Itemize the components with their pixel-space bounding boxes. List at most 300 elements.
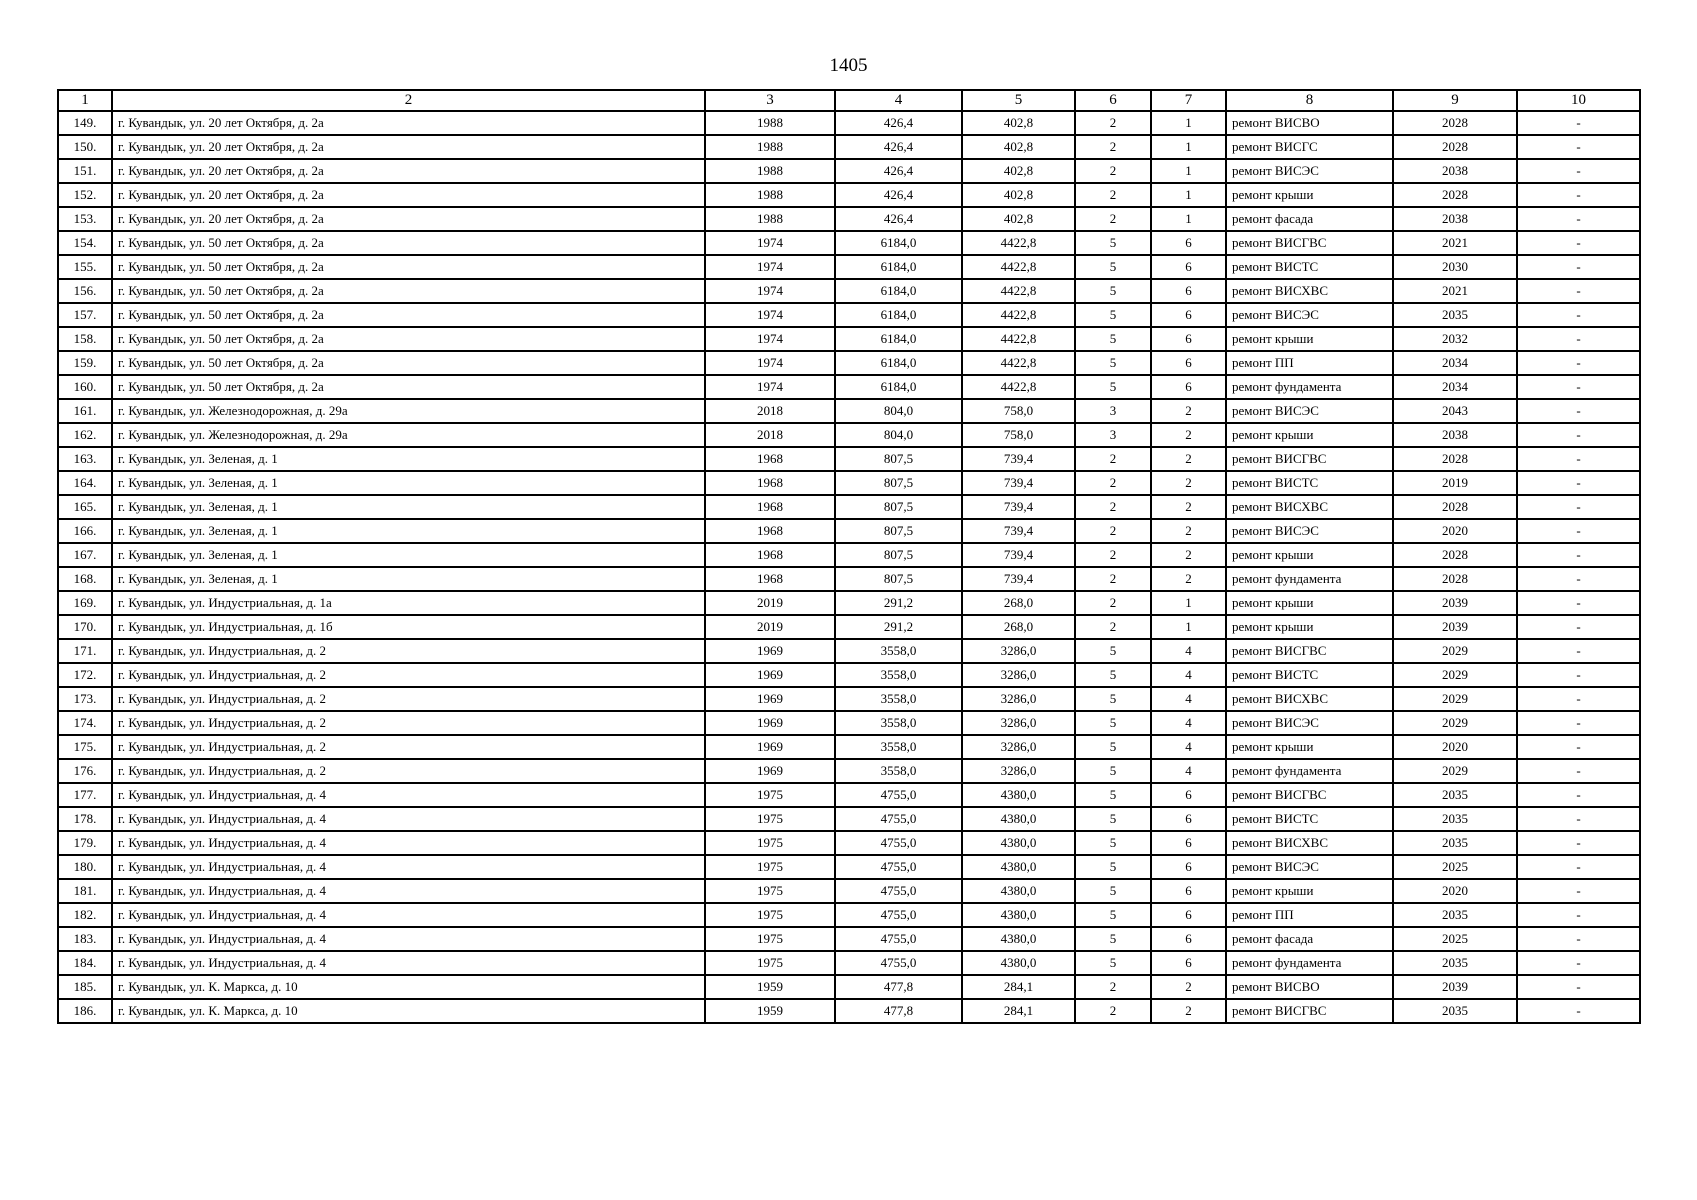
cell-address: г. Кувандык, ул. Индустриальная, д. 2 <box>112 759 705 783</box>
cell-work-type: ремонт крыши <box>1226 735 1393 759</box>
cell-work-type: ремонт ВИСГВС <box>1226 447 1393 471</box>
cell-address: г. Кувандык, ул. К. Маркса, д. 10 <box>112 975 705 999</box>
cell-floors: 5 <box>1075 303 1151 327</box>
table-row <box>58 423 1640 447</box>
cell-note: - <box>1517 831 1640 855</box>
cell-total-area: 807,5 <box>835 495 962 519</box>
cell-floors: 2 <box>1075 615 1151 639</box>
table-row <box>58 303 1640 327</box>
table-row <box>58 399 1640 423</box>
cell-entrances: 6 <box>1151 855 1226 879</box>
cell-row-number: 175. <box>58 735 112 759</box>
cell-row-number: 179. <box>58 831 112 855</box>
cell-build-year: 1975 <box>705 927 835 951</box>
cell-address: г. Кувандык, ул. 50 лет Октября, д. 2а <box>112 231 705 255</box>
cell-build-year: 1974 <box>705 255 835 279</box>
cell-row-number: 164. <box>58 471 112 495</box>
cell-entrances: 6 <box>1151 375 1226 399</box>
cell-build-year: 1975 <box>705 903 835 927</box>
cell-entrances: 6 <box>1151 783 1226 807</box>
cell-row-number: 152. <box>58 183 112 207</box>
cell-address: г. Кувандык, ул. 50 лет Октября, д. 2а <box>112 375 705 399</box>
cell-address: г. Кувандык, ул. Индустриальная, д. 2 <box>112 663 705 687</box>
cell-entrances: 4 <box>1151 711 1226 735</box>
cell-living-area: 4422,8 <box>962 351 1075 375</box>
cell-total-area: 477,8 <box>835 975 962 999</box>
cell-note: - <box>1517 759 1640 783</box>
cell-note: - <box>1517 903 1640 927</box>
cell-floors: 3 <box>1075 399 1151 423</box>
cell-address: г. Кувандык, ул. 50 лет Октября, д. 2а <box>112 351 705 375</box>
cell-total-area: 4755,0 <box>835 807 962 831</box>
cell-row-number: 167. <box>58 543 112 567</box>
cell-floors: 2 <box>1075 543 1151 567</box>
cell-row-number: 155. <box>58 255 112 279</box>
cell-work-type: ремонт ВИСЭС <box>1226 159 1393 183</box>
cell-note: - <box>1517 183 1640 207</box>
column-header-col-number: 1 <box>58 90 112 111</box>
cell-living-area: 284,1 <box>962 975 1075 999</box>
cell-living-area: 4380,0 <box>962 783 1075 807</box>
cell-living-area: 739,4 <box>962 447 1075 471</box>
cell-work-type: ремонт ВИСЭС <box>1226 519 1393 543</box>
cell-planned-year: 2020 <box>1393 879 1517 903</box>
cell-address: г. Кувандык, ул. Индустриальная, д. 4 <box>112 879 705 903</box>
cell-total-area: 426,4 <box>835 207 962 231</box>
cell-note: - <box>1517 327 1640 351</box>
cell-planned-year: 2039 <box>1393 615 1517 639</box>
cell-work-type: ремонт ВИСЭС <box>1226 711 1393 735</box>
cell-address: г. Кувандык, ул. 20 лет Октября, д. 2а <box>112 159 705 183</box>
cell-living-area: 4422,8 <box>962 303 1075 327</box>
cell-build-year: 2019 <box>705 591 835 615</box>
cell-planned-year: 2035 <box>1393 999 1517 1023</box>
cell-total-area: 4755,0 <box>835 783 962 807</box>
table-row <box>58 519 1640 543</box>
cell-floors: 2 <box>1075 447 1151 471</box>
cell-build-year: 1988 <box>705 207 835 231</box>
cell-entrances: 6 <box>1151 351 1226 375</box>
cell-planned-year: 2028 <box>1393 567 1517 591</box>
cell-total-area: 4755,0 <box>835 855 962 879</box>
cell-total-area: 6184,0 <box>835 375 962 399</box>
cell-total-area: 4755,0 <box>835 903 962 927</box>
cell-work-type: ремонт крыши <box>1226 615 1393 639</box>
cell-living-area: 4422,8 <box>962 375 1075 399</box>
cell-planned-year: 2038 <box>1393 207 1517 231</box>
cell-note: - <box>1517 207 1640 231</box>
cell-build-year: 1969 <box>705 663 835 687</box>
cell-living-area: 402,8 <box>962 135 1075 159</box>
cell-planned-year: 2034 <box>1393 375 1517 399</box>
cell-entrances: 4 <box>1151 687 1226 711</box>
cell-work-type: ремонт фундамента <box>1226 759 1393 783</box>
cell-address: г. Кувандык, ул. Железнодорожная, д. 29а <box>112 399 705 423</box>
cell-entrances: 1 <box>1151 111 1226 135</box>
cell-work-type: ремонт ВИСГВС <box>1226 639 1393 663</box>
cell-total-area: 807,5 <box>835 543 962 567</box>
cell-build-year: 1988 <box>705 111 835 135</box>
cell-note: - <box>1517 279 1640 303</box>
cell-planned-year: 2028 <box>1393 183 1517 207</box>
cell-floors: 2 <box>1075 495 1151 519</box>
cell-address: г. Кувандык, ул. Зеленая, д. 1 <box>112 447 705 471</box>
table-row <box>58 663 1640 687</box>
cell-row-number: 177. <box>58 783 112 807</box>
cell-entrances: 1 <box>1151 135 1226 159</box>
cell-total-area: 6184,0 <box>835 303 962 327</box>
cell-living-area: 3286,0 <box>962 639 1075 663</box>
cell-build-year: 1988 <box>705 159 835 183</box>
cell-living-area: 739,4 <box>962 567 1075 591</box>
column-header-col-total-area: 4 <box>835 90 962 111</box>
cell-work-type: ремонт фундамента <box>1226 375 1393 399</box>
cell-entrances: 6 <box>1151 327 1226 351</box>
cell-living-area: 4380,0 <box>962 927 1075 951</box>
cell-address: г. Кувандык, ул. К. Маркса, д. 10 <box>112 999 705 1023</box>
cell-total-area: 804,0 <box>835 423 962 447</box>
cell-row-number: 158. <box>58 327 112 351</box>
cell-total-area: 3558,0 <box>835 735 962 759</box>
cell-build-year: 1974 <box>705 327 835 351</box>
cell-work-type: ремонт крыши <box>1226 183 1393 207</box>
cell-entrances: 2 <box>1151 495 1226 519</box>
cell-planned-year: 2020 <box>1393 519 1517 543</box>
table-row <box>58 975 1640 999</box>
cell-build-year: 1968 <box>705 567 835 591</box>
cell-note: - <box>1517 375 1640 399</box>
cell-note: - <box>1517 975 1640 999</box>
cell-build-year: 2018 <box>705 423 835 447</box>
table-row <box>58 951 1640 975</box>
cell-note: - <box>1517 639 1640 663</box>
cell-entrances: 2 <box>1151 519 1226 543</box>
cell-planned-year: 2030 <box>1393 255 1517 279</box>
cell-floors: 5 <box>1075 687 1151 711</box>
table-row <box>58 855 1640 879</box>
cell-row-number: 162. <box>58 423 112 447</box>
cell-total-area: 6184,0 <box>835 351 962 375</box>
cell-address: г. Кувандык, ул. Зеленая, д. 1 <box>112 471 705 495</box>
cell-note: - <box>1517 951 1640 975</box>
cell-work-type: ремонт ВИСЭС <box>1226 303 1393 327</box>
cell-total-area: 6184,0 <box>835 231 962 255</box>
cell-total-area: 804,0 <box>835 399 962 423</box>
cell-floors: 2 <box>1075 159 1151 183</box>
cell-entrances: 2 <box>1151 567 1226 591</box>
cell-work-type: ремонт крыши <box>1226 591 1393 615</box>
column-header-col-year: 3 <box>705 90 835 111</box>
cell-floors: 2 <box>1075 975 1151 999</box>
cell-build-year: 1974 <box>705 351 835 375</box>
cell-planned-year: 2029 <box>1393 639 1517 663</box>
cell-note: - <box>1517 111 1640 135</box>
cell-entrances: 1 <box>1151 159 1226 183</box>
cell-total-area: 426,4 <box>835 111 962 135</box>
cell-living-area: 758,0 <box>962 423 1075 447</box>
cell-entrances: 2 <box>1151 975 1226 999</box>
cell-work-type: ремонт крыши <box>1226 543 1393 567</box>
cell-entrances: 6 <box>1151 807 1226 831</box>
cell-note: - <box>1517 999 1640 1023</box>
cell-row-number: 149. <box>58 111 112 135</box>
cell-living-area: 4422,8 <box>962 231 1075 255</box>
cell-build-year: 1968 <box>705 543 835 567</box>
cell-work-type: ремонт ПП <box>1226 351 1393 375</box>
cell-address: г. Кувандык, ул. 20 лет Октября, д. 2а <box>112 111 705 135</box>
table-row <box>58 447 1640 471</box>
cell-address: г. Кувандык, ул. Зеленая, д. 1 <box>112 519 705 543</box>
cell-row-number: 181. <box>58 879 112 903</box>
cell-work-type: ремонт ВИСХВС <box>1226 687 1393 711</box>
cell-work-type: ремонт ВИСГС <box>1226 135 1393 159</box>
cell-living-area: 402,8 <box>962 183 1075 207</box>
cell-note: - <box>1517 495 1640 519</box>
cell-build-year: 1974 <box>705 303 835 327</box>
cell-total-area: 291,2 <box>835 591 962 615</box>
cell-address: г. Кувандык, ул. 50 лет Октября, д. 2а <box>112 255 705 279</box>
cell-work-type: ремонт ВИСТС <box>1226 255 1393 279</box>
cell-entrances: 1 <box>1151 207 1226 231</box>
cell-floors: 2 <box>1075 567 1151 591</box>
cell-floors: 5 <box>1075 351 1151 375</box>
table-row <box>58 207 1640 231</box>
cell-entrances: 6 <box>1151 879 1226 903</box>
cell-note: - <box>1517 879 1640 903</box>
cell-row-number: 150. <box>58 135 112 159</box>
cell-planned-year: 2035 <box>1393 807 1517 831</box>
cell-note: - <box>1517 447 1640 471</box>
cell-row-number: 173. <box>58 687 112 711</box>
cell-total-area: 6184,0 <box>835 279 962 303</box>
cell-entrances: 4 <box>1151 735 1226 759</box>
cell-living-area: 4380,0 <box>962 855 1075 879</box>
cell-note: - <box>1517 687 1640 711</box>
cell-total-area: 6184,0 <box>835 255 962 279</box>
cell-living-area: 4380,0 <box>962 879 1075 903</box>
cell-note: - <box>1517 255 1640 279</box>
page-number: 1405 <box>829 55 868 76</box>
cell-row-number: 183. <box>58 927 112 951</box>
cell-row-number: 163. <box>58 447 112 471</box>
cell-note: - <box>1517 663 1640 687</box>
cell-floors: 5 <box>1075 879 1151 903</box>
cell-total-area: 4755,0 <box>835 879 962 903</box>
cell-floors: 2 <box>1075 207 1151 231</box>
cell-build-year: 1974 <box>705 279 835 303</box>
table-row <box>58 735 1640 759</box>
cell-row-number: 166. <box>58 519 112 543</box>
cell-note: - <box>1517 231 1640 255</box>
cell-total-area: 4755,0 <box>835 951 962 975</box>
table-row <box>58 591 1640 615</box>
cell-planned-year: 2029 <box>1393 663 1517 687</box>
cell-floors: 2 <box>1075 519 1151 543</box>
cell-floors: 5 <box>1075 807 1151 831</box>
cell-build-year: 1988 <box>705 183 835 207</box>
cell-note: - <box>1517 807 1640 831</box>
table-row <box>58 375 1640 399</box>
cell-address: г. Кувандык, ул. Индустриальная, д. 2 <box>112 735 705 759</box>
cell-note: - <box>1517 711 1640 735</box>
table-row <box>58 927 1640 951</box>
cell-floors: 5 <box>1075 639 1151 663</box>
cell-living-area: 739,4 <box>962 543 1075 567</box>
cell-total-area: 3558,0 <box>835 639 962 663</box>
cell-address: г. Кувандык, ул. 50 лет Октября, д. 2а <box>112 279 705 303</box>
cell-address: г. Кувандык, ул. Индустриальная, д. 4 <box>112 927 705 951</box>
cell-note: - <box>1517 519 1640 543</box>
table-row <box>58 639 1640 663</box>
cell-work-type: ремонт крыши <box>1226 879 1393 903</box>
cell-floors: 5 <box>1075 759 1151 783</box>
table-row <box>58 135 1640 159</box>
cell-entrances: 4 <box>1151 759 1226 783</box>
table-row <box>58 687 1640 711</box>
cell-row-number: 178. <box>58 807 112 831</box>
cell-note: - <box>1517 735 1640 759</box>
cell-build-year: 1975 <box>705 831 835 855</box>
cell-entrances: 2 <box>1151 399 1226 423</box>
cell-build-year: 1969 <box>705 759 835 783</box>
table-row <box>58 711 1640 735</box>
cell-build-year: 1969 <box>705 639 835 663</box>
cell-entrances: 6 <box>1151 831 1226 855</box>
table-row <box>58 327 1640 351</box>
cell-note: - <box>1517 855 1640 879</box>
cell-address: г. Кувандык, ул. Индустриальная, д. 4 <box>112 783 705 807</box>
cell-entrances: 1 <box>1151 591 1226 615</box>
cell-planned-year: 2039 <box>1393 975 1517 999</box>
column-header-col-address: 2 <box>112 90 705 111</box>
cell-entrances: 1 <box>1151 615 1226 639</box>
cell-total-area: 477,8 <box>835 999 962 1023</box>
cell-floors: 2 <box>1075 135 1151 159</box>
cell-row-number: 159. <box>58 351 112 375</box>
cell-address: г. Кувандык, ул. Зеленая, д. 1 <box>112 567 705 591</box>
cell-note: - <box>1517 423 1640 447</box>
cell-living-area: 3286,0 <box>962 663 1075 687</box>
cell-total-area: 426,4 <box>835 135 962 159</box>
table-row <box>58 567 1640 591</box>
cell-address: г. Кувандык, ул. Индустриальная, д. 4 <box>112 951 705 975</box>
table-row <box>58 543 1640 567</box>
cell-entrances: 6 <box>1151 255 1226 279</box>
cell-planned-year: 2025 <box>1393 855 1517 879</box>
cell-work-type: ремонт ВИСГВС <box>1226 999 1393 1023</box>
cell-entrances: 4 <box>1151 663 1226 687</box>
cell-row-number: 151. <box>58 159 112 183</box>
cell-total-area: 4755,0 <box>835 927 962 951</box>
table-row <box>58 471 1640 495</box>
cell-build-year: 1975 <box>705 879 835 903</box>
cell-floors: 5 <box>1075 735 1151 759</box>
cell-build-year: 1968 <box>705 471 835 495</box>
cell-entrances: 4 <box>1151 639 1226 663</box>
cell-build-year: 1974 <box>705 375 835 399</box>
cell-note: - <box>1517 351 1640 375</box>
cell-row-number: 171. <box>58 639 112 663</box>
table-row <box>58 807 1640 831</box>
cell-work-type: ремонт ВИСТС <box>1226 807 1393 831</box>
cell-floors: 5 <box>1075 927 1151 951</box>
cell-work-type: ремонт ВИСВО <box>1226 975 1393 999</box>
cell-work-type: ремонт ВИСТС <box>1226 663 1393 687</box>
column-header-col-floors: 6 <box>1075 90 1151 111</box>
cell-total-area: 3558,0 <box>835 759 962 783</box>
cell-row-number: 184. <box>58 951 112 975</box>
cell-address: г. Кувандык, ул. Индустриальная, д. 4 <box>112 807 705 831</box>
cell-row-number: 154. <box>58 231 112 255</box>
cell-entrances: 6 <box>1151 951 1226 975</box>
cell-living-area: 3286,0 <box>962 711 1075 735</box>
cell-work-type: ремонт ВИСЭС <box>1226 855 1393 879</box>
cell-living-area: 4380,0 <box>962 903 1075 927</box>
cell-entrances: 2 <box>1151 423 1226 447</box>
cell-planned-year: 2028 <box>1393 495 1517 519</box>
cell-row-number: 169. <box>58 591 112 615</box>
cell-floors: 2 <box>1075 591 1151 615</box>
cell-address: г. Кувандык, ул. 50 лет Октября, д. 2а <box>112 303 705 327</box>
cell-planned-year: 2028 <box>1393 111 1517 135</box>
cell-address: г. Кувандык, ул. Индустриальная, д. 1а <box>112 591 705 615</box>
cell-work-type: ремонт ВИСХВС <box>1226 279 1393 303</box>
cell-total-area: 4755,0 <box>835 831 962 855</box>
cell-row-number: 182. <box>58 903 112 927</box>
cell-planned-year: 2021 <box>1393 279 1517 303</box>
column-header-col-work-type: 8 <box>1226 90 1393 111</box>
cell-work-type: ремонт фасада <box>1226 927 1393 951</box>
cell-work-type: ремонт ВИСЭС <box>1226 399 1393 423</box>
cell-address: г. Кувандык, ул. 20 лет Октября, д. 2а <box>112 183 705 207</box>
cell-entrances: 1 <box>1151 183 1226 207</box>
table-row <box>58 183 1640 207</box>
cell-row-number: 176. <box>58 759 112 783</box>
cell-total-area: 807,5 <box>835 567 962 591</box>
column-header-col-plan-year: 9 <box>1393 90 1517 111</box>
table-row <box>58 615 1640 639</box>
cell-row-number: 161. <box>58 399 112 423</box>
cell-work-type: ремонт ВИСТС <box>1226 471 1393 495</box>
cell-note: - <box>1517 303 1640 327</box>
cell-living-area: 402,8 <box>962 159 1075 183</box>
cell-living-area: 402,8 <box>962 111 1075 135</box>
cell-build-year: 2018 <box>705 399 835 423</box>
cell-entrances: 2 <box>1151 471 1226 495</box>
table-row <box>58 999 1640 1023</box>
cell-floors: 2 <box>1075 999 1151 1023</box>
cell-build-year: 1968 <box>705 519 835 543</box>
cell-planned-year: 2019 <box>1393 471 1517 495</box>
cell-planned-year: 2035 <box>1393 951 1517 975</box>
column-header-col-notes: 10 <box>1517 90 1640 111</box>
cell-floors: 5 <box>1075 711 1151 735</box>
cell-address: г. Кувандык, ул. 20 лет Октября, д. 2а <box>112 135 705 159</box>
cell-living-area: 284,1 <box>962 999 1075 1023</box>
table-row <box>58 111 1640 135</box>
cell-row-number: 156. <box>58 279 112 303</box>
cell-work-type: ремонт ВИСГВС <box>1226 231 1393 255</box>
cell-address: г. Кувандык, ул. Зеленая, д. 1 <box>112 495 705 519</box>
cell-planned-year: 2035 <box>1393 783 1517 807</box>
cell-build-year: 1988 <box>705 135 835 159</box>
cell-floors: 5 <box>1075 831 1151 855</box>
cell-address: г. Кувандык, ул. Зеленая, д. 1 <box>112 543 705 567</box>
cell-note: - <box>1517 135 1640 159</box>
cell-note: - <box>1517 567 1640 591</box>
cell-planned-year: 2034 <box>1393 351 1517 375</box>
cell-work-type: ремонт ПП <box>1226 903 1393 927</box>
